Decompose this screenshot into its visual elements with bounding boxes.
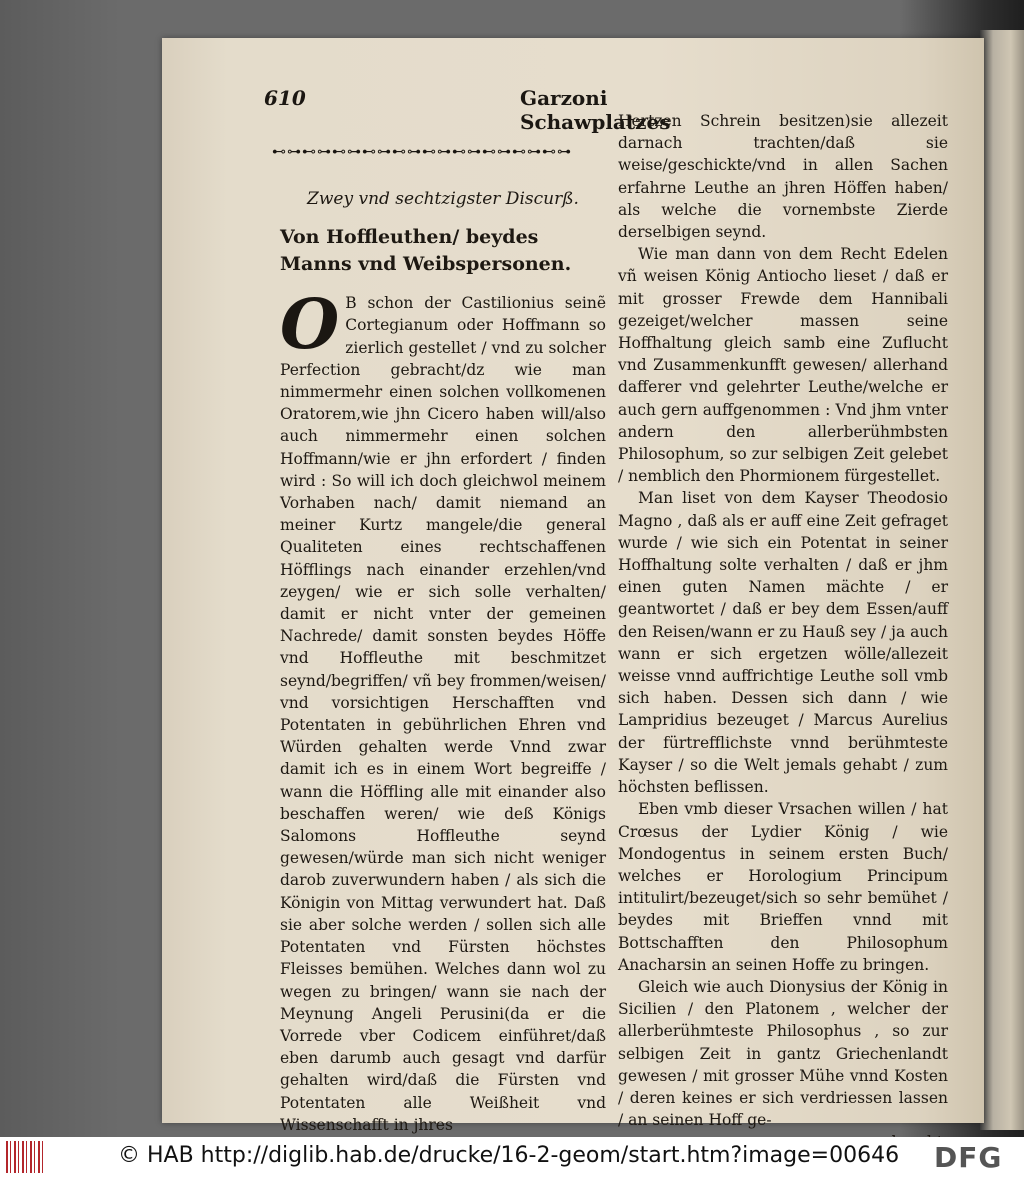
paragraph: Wie man dann von dem Recht Edelen vñ weisen König Antiocho lieset / daß er mit grosser Frewde dem Hannibali gezeiget/welcher massen seine Hoffhaltung gleich samb eine Zuflucht vnd Zusammenkunfft gewesen/ allerhand dafferer vnd gelehrter Leuthe/welche er auch gern auffgenommen : Vnd jhm vnter andern den allerberühmbsten Philosophum, so zur selbigen Zeit gelebet / nemblich den Phormionem fürgestellet. <box>618 245 948 486</box>
left-body <box>280 285 606 1136</box>
paragraph: Eben vmb dieser Vrsachen willen / hat Crœsus der Lydier König / wie Mondogentus in seinem ersten Buch/ welches er Horologium Principum intitulirt/bezeuget/sich so sehr bemühet / beydes mit Brieffen vnnd mit Bottschafften den Philosophum Anacharsin an seinen Hoffe zu bringen. <box>618 800 948 974</box>
adjacent-page-edge <box>980 30 1024 1130</box>
paragraph: Hertzen Schrein besitzen)sie allezeit darnach trachten/daß sie weise/geschickte/vnd in allen Sachen erfahrne Leuthe an jhren Höffen haben/ als welche die vornembste Zierde derselbigen seynd. <box>618 112 948 242</box>
dfg-logo: DFG <box>934 1141 1003 1174</box>
barcode-icon <box>6 1141 46 1173</box>
page-number: 610 <box>264 86 306 110</box>
running-title: Garzoni Schawplatzes <box>520 86 671 134</box>
right-column <box>618 110 948 1154</box>
dropcap-initial: O <box>280 285 340 366</box>
paragraph: Man liset von dem Kayser Theodosio Magno , daß als er auff eine Zeit gefraget wurde / wie sich ein Potentat in seiner Hoffhaltung solte verhalten / daß er jhm einen guten Namen mächte / er geantwortet / daß er bey dem Essen/auff den Reisen/wann er zu Hauß sey / ja auch wann er sich ergetzen wölle/allezeit weisse vnnd auffrichtige Leuthe soll vmb sich haben. Dessen sich dann / wie Lampridius bezeuget / Marcus Aurelius der fürtrefflichste vnnd berühmteste Kayser / so die Welt jemals gehabt / zum höchsten beflissen. <box>618 489 948 797</box>
left-column <box>280 178 606 1136</box>
footer-bar <box>0 1137 1024 1177</box>
copyright-url[interactable]: © HAB http://diglib.hab.de/drucke/16-2-geom/start.htm?image=00646 <box>118 1143 900 1168</box>
chapter-title: Von Hoffleuthen/ beydes Manns vnd Weibspersonen. <box>280 226 572 276</box>
left-body-text: B schon der Castilionius seinẽ Cortegianum oder Hoffmann so zierlich gestellet / vnd zu solcher Perfection gebracht/dz wie man nimmermehr einen solchen vollkomenen Oratorem,wie jhn Cicero haben will/also auch nimmermehr einen solchen Hoffmann/wie er jhn erfordert / finden wird : So will ich doch gleichwol meinem Vorhaben nach/ damit niemand an meiner Kurtz mangele/die general Qualiteten eines rechtschaffenen Höfflings nach einander erzehlen/vnd zeygen/ wie er sich solle verhalten/ damit er nicht vnter der gemeinen Nachrede/ damit sonsten beydes Höffe vnd Hoffleuthe mit beschmitzet seynd/begriffen/ vñ bey frommen/weisen/ vnd vorsichtigen Herschafften vnd Potentaten in gebührlichen Ehren vnd Würden gehalten werde Vnnd zwar damit ich es in einem Wort begreiffe / wann die Höffling alle mit einander also beschaffen weren/ wie deß Königs Salomons Hoffleuthe seynd gewesen/würde man sich nicht weniger darob zuverwundern haben / als sich die Königin von Mittag verwundert hat. Daß sie aber solche werden / sollen sich alle Potentaten vnd Fürsten höchstes Fleisses bemühen. Welches dann wol zu wegen zu bringen/ wann sie nach der Meynung Angeli Perusini(da er die Vorrede vber Codicem einführet/daß eben darumb auch gesagt vnd darfür gehalten wird/daß die Fürsten vnd Potentaten alle Weißheit vnd Wissenschafft in jhres <box>280 294 606 1134</box>
paragraph: Gleich wie auch Dionysius der König in Sicilien / den Platonem , welcher der allerberühmteste Philosophus , so zur selbigen Zeit in gantz Griechenlandt gewesen / mit grosser Mühe vnnd Kosten / deren keines er sich verdriessen lassen / an seinen Hoff ge- <box>618 977 948 1130</box>
discourse-heading: Zwey vnd sechtzigster Discurß. <box>307 189 579 209</box>
ornament-band: ⊷⊶⊷⊶⊷⊶⊷⊶⊷⊶⊷⊶⊷⊶⊷⊶⊷⊶⊷⊶ <box>272 144 572 160</box>
